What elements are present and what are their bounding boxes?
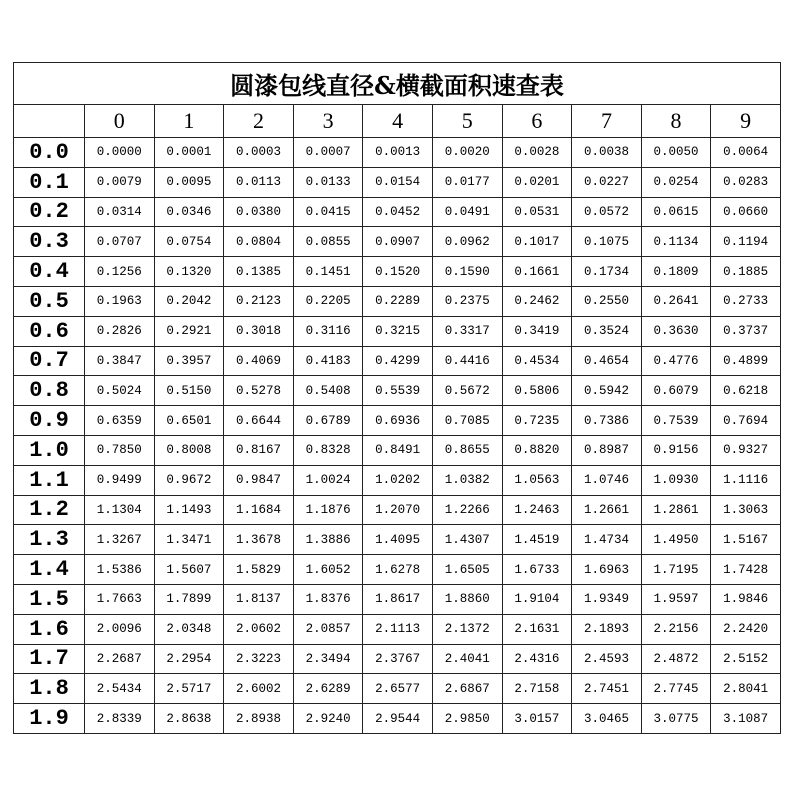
area-cell: 0.6359 — [85, 406, 155, 436]
area-cell: 0.0050 — [641, 138, 711, 168]
area-cell: 0.1075 — [572, 227, 642, 257]
area-cell: 1.6278 — [363, 555, 433, 585]
table-row — [14, 584, 781, 614]
area-cell: 2.5717 — [154, 674, 224, 704]
column-header: 3 — [293, 105, 363, 138]
area-cell: 0.3847 — [85, 346, 155, 376]
table-row — [14, 465, 781, 495]
area-cell: 2.9240 — [293, 704, 363, 734]
area-cell: 1.4307 — [432, 525, 502, 555]
row-header: 0.8 — [14, 376, 85, 406]
area-cell: 2.3223 — [224, 644, 294, 674]
area-cell: 1.2661 — [572, 495, 642, 525]
column-header: 6 — [502, 105, 572, 138]
area-cell: 0.0855 — [293, 227, 363, 257]
area-cell: 0.6789 — [293, 406, 363, 436]
area-cell: 2.6577 — [363, 674, 433, 704]
area-cell: 1.2463 — [502, 495, 572, 525]
area-cell: 0.8008 — [154, 435, 224, 465]
area-cell: 2.8638 — [154, 704, 224, 734]
area-cell: 0.3957 — [154, 346, 224, 376]
area-cell: 0.5150 — [154, 376, 224, 406]
area-cell: 1.9597 — [641, 584, 711, 614]
area-cell: 0.0013 — [363, 138, 433, 168]
area-cell: 0.0283 — [711, 167, 781, 197]
area-cell: 0.5278 — [224, 376, 294, 406]
row-header: 1.8 — [14, 674, 85, 704]
area-cell: 1.0930 — [641, 465, 711, 495]
area-cell: 0.5408 — [293, 376, 363, 406]
row-header: 1.7 — [14, 644, 85, 674]
row-header: 1.5 — [14, 584, 85, 614]
area-cell: 0.8167 — [224, 435, 294, 465]
area-cell: 0.6644 — [224, 406, 294, 436]
area-cell: 0.2375 — [432, 286, 502, 316]
area-cell: 0.4416 — [432, 346, 502, 376]
row-header: 0.4 — [14, 257, 85, 287]
area-cell: 0.1134 — [641, 227, 711, 257]
area-cell: 0.1590 — [432, 257, 502, 287]
row-header: 1.2 — [14, 495, 85, 525]
area-cell: 0.0491 — [432, 197, 502, 227]
area-cell: 0.6218 — [711, 376, 781, 406]
table-row — [14, 406, 781, 436]
table-row — [14, 614, 781, 644]
area-cell: 1.7899 — [154, 584, 224, 614]
area-cell: 0.6501 — [154, 406, 224, 436]
area-cell: 0.0346 — [154, 197, 224, 227]
area-cell: 0.0254 — [641, 167, 711, 197]
area-cell: 0.1320 — [154, 257, 224, 287]
area-cell: 0.0001 — [154, 138, 224, 168]
area-cell: 1.0202 — [363, 465, 433, 495]
area-cell: 1.8376 — [293, 584, 363, 614]
table-row — [14, 346, 781, 376]
area-cell: 0.7539 — [641, 406, 711, 436]
area-cell: 3.0775 — [641, 704, 711, 734]
area-cell: 1.3471 — [154, 525, 224, 555]
area-cell: 3.0157 — [502, 704, 572, 734]
area-cell: 0.6079 — [641, 376, 711, 406]
table-row — [14, 435, 781, 465]
table-row — [14, 167, 781, 197]
column-header: 7 — [572, 105, 642, 138]
area-cell: 1.1493 — [154, 495, 224, 525]
area-cell: 0.0907 — [363, 227, 433, 257]
area-cell: 0.3524 — [572, 316, 642, 346]
area-cell: 2.9850 — [432, 704, 502, 734]
area-cell: 1.0024 — [293, 465, 363, 495]
area-cell: 1.9846 — [711, 584, 781, 614]
area-cell: 0.1520 — [363, 257, 433, 287]
wire-area-table — [13, 62, 781, 734]
area-cell: 1.0563 — [502, 465, 572, 495]
area-cell: 1.2070 — [363, 495, 433, 525]
area-cell: 1.5607 — [154, 555, 224, 585]
area-cell: 1.8617 — [363, 584, 433, 614]
row-header: 0.6 — [14, 316, 85, 346]
area-cell: 0.0064 — [711, 138, 781, 168]
area-cell: 1.4519 — [502, 525, 572, 555]
area-cell: 0.5024 — [85, 376, 155, 406]
table-row — [14, 316, 781, 346]
area-cell: 0.2826 — [85, 316, 155, 346]
area-cell: 0.0020 — [432, 138, 502, 168]
area-cell: 2.6867 — [432, 674, 502, 704]
area-cell: 2.3494 — [293, 644, 363, 674]
row-header: 0.1 — [14, 167, 85, 197]
area-cell: 0.1256 — [85, 257, 155, 287]
area-cell: 1.1684 — [224, 495, 294, 525]
area-cell: 0.1734 — [572, 257, 642, 287]
area-cell: 0.2042 — [154, 286, 224, 316]
area-cell: 0.0380 — [224, 197, 294, 227]
row-header: 1.1 — [14, 465, 85, 495]
area-cell: 0.0003 — [224, 138, 294, 168]
area-cell: 0.3737 — [711, 316, 781, 346]
table-row — [14, 376, 781, 406]
area-cell: 2.2954 — [154, 644, 224, 674]
area-cell: 1.9349 — [572, 584, 642, 614]
area-cell: 2.6289 — [293, 674, 363, 704]
area-cell: 0.9327 — [711, 435, 781, 465]
area-cell: 0.9499 — [85, 465, 155, 495]
area-cell: 0.1451 — [293, 257, 363, 287]
area-cell: 2.4593 — [572, 644, 642, 674]
area-cell: 1.8137 — [224, 584, 294, 614]
area-cell: 0.0660 — [711, 197, 781, 227]
area-cell: 0.0154 — [363, 167, 433, 197]
area-cell: 0.0415 — [293, 197, 363, 227]
area-cell: 0.8820 — [502, 435, 572, 465]
column-header: 0 — [85, 105, 155, 138]
area-cell: 0.4299 — [363, 346, 433, 376]
area-cell: 1.0382 — [432, 465, 502, 495]
area-cell: 0.5539 — [363, 376, 433, 406]
area-cell: 0.1661 — [502, 257, 572, 287]
area-cell: 0.0531 — [502, 197, 572, 227]
area-cell: 1.6505 — [432, 555, 502, 585]
area-cell: 0.0000 — [85, 138, 155, 168]
area-cell: 0.0038 — [572, 138, 642, 168]
area-cell: 0.2550 — [572, 286, 642, 316]
corner-cell — [14, 105, 85, 138]
area-cell: 0.4776 — [641, 346, 711, 376]
row-header: 0.9 — [14, 406, 85, 436]
area-cell: 0.4899 — [711, 346, 781, 376]
area-cell: 2.8339 — [85, 704, 155, 734]
area-cell: 0.2205 — [293, 286, 363, 316]
area-cell: 2.8938 — [224, 704, 294, 734]
area-cell: 1.8860 — [432, 584, 502, 614]
area-cell: 0.0804 — [224, 227, 294, 257]
area-cell: 0.3018 — [224, 316, 294, 346]
area-cell: 0.0615 — [641, 197, 711, 227]
area-cell: 2.2687 — [85, 644, 155, 674]
area-cell: 2.7451 — [572, 674, 642, 704]
area-cell: 2.2420 — [711, 614, 781, 644]
area-cell: 2.1113 — [363, 614, 433, 644]
area-cell: 0.0028 — [502, 138, 572, 168]
area-cell: 2.5434 — [85, 674, 155, 704]
table-row — [14, 286, 781, 316]
row-header: 0.3 — [14, 227, 85, 257]
area-cell: 2.7745 — [641, 674, 711, 704]
row-header: 1.6 — [14, 614, 85, 644]
area-cell: 2.4872 — [641, 644, 711, 674]
table-row — [14, 138, 781, 168]
area-cell: 0.8655 — [432, 435, 502, 465]
area-cell: 1.5829 — [224, 555, 294, 585]
area-cell: 2.1893 — [572, 614, 642, 644]
area-cell: 0.7694 — [711, 406, 781, 436]
table-row — [14, 495, 781, 525]
area-cell: 1.3063 — [711, 495, 781, 525]
area-cell: 1.9104 — [502, 584, 572, 614]
area-cell: 0.4534 — [502, 346, 572, 376]
area-cell: 0.0962 — [432, 227, 502, 257]
area-cell: 1.3267 — [85, 525, 155, 555]
table-row — [14, 525, 781, 555]
area-cell: 0.2921 — [154, 316, 224, 346]
area-cell: 0.2123 — [224, 286, 294, 316]
area-cell: 1.4734 — [572, 525, 642, 555]
area-cell: 0.7235 — [502, 406, 572, 436]
area-cell: 1.2266 — [432, 495, 502, 525]
area-cell: 0.5672 — [432, 376, 502, 406]
area-cell: 1.5167 — [711, 525, 781, 555]
area-cell: 0.3215 — [363, 316, 433, 346]
table-row — [14, 674, 781, 704]
area-cell: 0.7850 — [85, 435, 155, 465]
area-cell: 0.1017 — [502, 227, 572, 257]
table-row — [14, 644, 781, 674]
area-cell: 0.3116 — [293, 316, 363, 346]
area-cell: 0.1809 — [641, 257, 711, 287]
area-cell: 0.0314 — [85, 197, 155, 227]
area-cell: 1.0746 — [572, 465, 642, 495]
table-row — [14, 197, 781, 227]
area-cell: 0.0177 — [432, 167, 502, 197]
area-cell: 1.1116 — [711, 465, 781, 495]
row-header: 1.9 — [14, 704, 85, 734]
area-cell: 2.0857 — [293, 614, 363, 644]
area-cell: 0.8491 — [363, 435, 433, 465]
column-header-row — [14, 105, 781, 138]
area-cell: 0.3317 — [432, 316, 502, 346]
area-cell: 0.1885 — [711, 257, 781, 287]
area-cell: 1.4950 — [641, 525, 711, 555]
area-cell: 2.3767 — [363, 644, 433, 674]
row-header: 1.0 — [14, 435, 85, 465]
area-cell: 2.0348 — [154, 614, 224, 644]
area-cell: 0.2641 — [641, 286, 711, 316]
area-cell: 0.4183 — [293, 346, 363, 376]
area-cell: 1.3678 — [224, 525, 294, 555]
area-cell: 0.2733 — [711, 286, 781, 316]
area-cell: 2.6002 — [224, 674, 294, 704]
column-header: 9 — [711, 105, 781, 138]
column-header: 8 — [641, 105, 711, 138]
area-cell: 1.7428 — [711, 555, 781, 585]
area-cell: 0.7085 — [432, 406, 502, 436]
area-cell: 0.9847 — [224, 465, 294, 495]
area-cell: 0.5806 — [502, 376, 572, 406]
area-cell: 2.7158 — [502, 674, 572, 704]
row-header: 1.4 — [14, 555, 85, 585]
area-cell: 0.0227 — [572, 167, 642, 197]
area-cell: 0.9672 — [154, 465, 224, 495]
area-cell: 0.3419 — [502, 316, 572, 346]
area-cell: 0.4069 — [224, 346, 294, 376]
column-header: 2 — [224, 105, 294, 138]
area-cell: 1.7195 — [641, 555, 711, 585]
area-cell: 0.1194 — [711, 227, 781, 257]
area-cell: 0.4654 — [572, 346, 642, 376]
area-cell: 1.6963 — [572, 555, 642, 585]
area-cell: 2.4316 — [502, 644, 572, 674]
row-header: 1.3 — [14, 525, 85, 555]
area-cell: 0.0754 — [154, 227, 224, 257]
table-row — [14, 227, 781, 257]
area-cell: 1.3886 — [293, 525, 363, 555]
column-header: 5 — [432, 105, 502, 138]
area-cell: 0.8987 — [572, 435, 642, 465]
area-cell: 1.6733 — [502, 555, 572, 585]
area-cell: 0.7386 — [572, 406, 642, 436]
area-cell: 0.0133 — [293, 167, 363, 197]
area-cell: 2.5152 — [711, 644, 781, 674]
column-header: 1 — [154, 105, 224, 138]
area-cell: 1.4095 — [363, 525, 433, 555]
row-header: 0.0 — [14, 138, 85, 168]
area-cell: 0.2289 — [363, 286, 433, 316]
area-cell: 0.0572 — [572, 197, 642, 227]
area-cell: 1.6052 — [293, 555, 363, 585]
area-cell: 1.5386 — [85, 555, 155, 585]
column-header: 4 — [363, 105, 433, 138]
area-cell: 1.1876 — [293, 495, 363, 525]
area-cell: 0.3630 — [641, 316, 711, 346]
area-cell: 1.2861 — [641, 495, 711, 525]
area-cell: 0.8328 — [293, 435, 363, 465]
area-cell: 0.5942 — [572, 376, 642, 406]
area-cell: 2.1631 — [502, 614, 572, 644]
area-cell: 0.0095 — [154, 167, 224, 197]
area-cell: 2.2156 — [641, 614, 711, 644]
table-title: 圆漆包线直径&横截面积速查表 — [14, 63, 781, 105]
row-header: 0.5 — [14, 286, 85, 316]
area-cell: 2.0602 — [224, 614, 294, 644]
row-header: 0.2 — [14, 197, 85, 227]
area-cell: 0.0201 — [502, 167, 572, 197]
area-cell: 0.0707 — [85, 227, 155, 257]
area-cell: 0.0113 — [224, 167, 294, 197]
table-row — [14, 257, 781, 287]
area-cell: 1.1304 — [85, 495, 155, 525]
area-cell: 2.8041 — [711, 674, 781, 704]
table-row — [14, 555, 781, 585]
area-cell: 0.2462 — [502, 286, 572, 316]
area-cell: 2.0096 — [85, 614, 155, 644]
area-cell: 2.1372 — [432, 614, 502, 644]
table-row — [14, 704, 781, 734]
area-cell: 0.0079 — [85, 167, 155, 197]
area-cell: 0.0007 — [293, 138, 363, 168]
area-cell: 0.0452 — [363, 197, 433, 227]
row-header: 0.7 — [14, 346, 85, 376]
area-cell: 3.0465 — [572, 704, 642, 734]
area-cell: 0.1385 — [224, 257, 294, 287]
area-cell: 2.9544 — [363, 704, 433, 734]
area-cell: 0.9156 — [641, 435, 711, 465]
area-cell: 1.7663 — [85, 584, 155, 614]
area-cell: 0.1963 — [85, 286, 155, 316]
area-cell: 2.4041 — [432, 644, 502, 674]
area-cell: 0.6936 — [363, 406, 433, 436]
area-cell: 3.1087 — [711, 704, 781, 734]
